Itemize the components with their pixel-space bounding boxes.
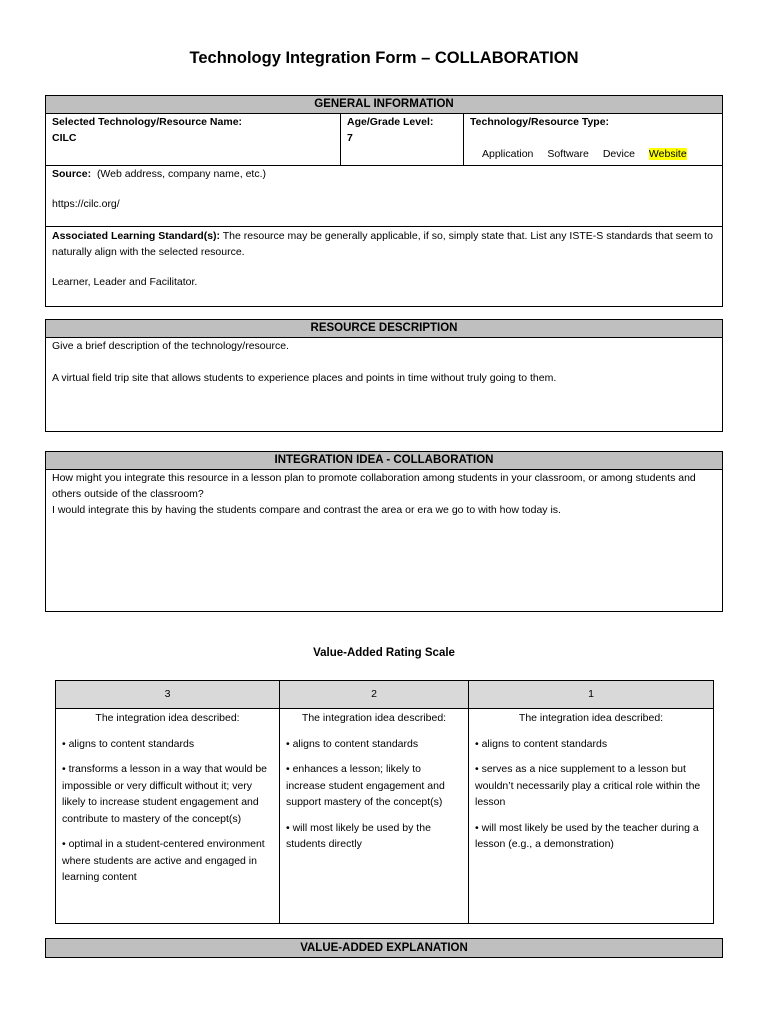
age-grade-value: 7 (347, 132, 353, 144)
score-3-header: 3 (56, 681, 280, 709)
type-option-device[interactable]: Device (602, 148, 635, 160)
resource-description-prompt: Give a brief description of the technology/resource. (52, 340, 289, 352)
score-3-bullet: • optimal in a student-centered environment where students are active and engaged in learning content (62, 838, 265, 883)
integration-idea-header: INTEGRATION IDEA - COLLABORATION (46, 452, 722, 470)
form-title: Technology Integration Form – COLLABORATION (189, 49, 579, 67)
type-option-application[interactable]: Application (482, 148, 534, 160)
score-2-description (280, 709, 469, 924)
score-3-bullet: • aligns to content standards (62, 737, 195, 750)
score-1-description (469, 709, 714, 924)
score-3-bullet: • transforms a lesson in a way that would be impossible or very difficult without it; very likely to increase student engagement and contribute to mastery of the concept(s) (62, 763, 268, 825)
standards-prompt: The resource may be generally applicable, if so, simply state that. List any ISTE-S standards that seem to naturally align with the selected resource. (52, 230, 713, 258)
score-2-bullet: • aligns to content standards (286, 737, 419, 750)
resource-description-body (46, 338, 722, 386)
value-added-explanation-header: VALUE-ADDED EXPLANATION (46, 939, 722, 957)
rating-scale-table (55, 680, 714, 924)
resource-description-section (45, 319, 723, 432)
source-cell (46, 165, 722, 225)
rating-scale-header-row (56, 681, 714, 709)
integration-idea-body (46, 470, 722, 518)
score-1-intro: The integration idea described: (518, 712, 664, 724)
standards-cell (46, 226, 722, 306)
technology-name-label: Selected Technology/Resource Name: (52, 116, 243, 128)
resource-type-options (470, 146, 716, 162)
source-hint: (Web address, company name, etc.) (96, 168, 266, 180)
score-3-intro: The integration idea described: (95, 712, 240, 724)
age-grade-label: Age/Grade Level: (347, 116, 434, 128)
age-grade-cell (341, 114, 464, 166)
resource-type-label: Technology/Resource Type: (470, 116, 610, 128)
integration-idea-value: I would integrate this by having the students compare and contrast the area or era we go to with how today is. (52, 504, 561, 516)
resource-type-cell (464, 114, 722, 166)
type-option-software[interactable]: Software (547, 148, 589, 160)
score-2-header: 2 (280, 681, 469, 709)
resource-description-value: A virtual field trip site that allows students to experience places and points in time without truly going to them. (52, 372, 557, 384)
score-3-description (56, 709, 280, 924)
general-information-header: GENERAL INFORMATION (46, 96, 722, 114)
integration-idea-prompt: How might you integrate this resource in a lesson plan to promote collaboration among students in your classroom, or among students and others outside of the classroom? (52, 472, 696, 500)
rating-scale-body-row (56, 709, 714, 924)
technology-name-cell (46, 114, 341, 166)
score-1-bullet: • will most likely be used by the teacher during a lesson (e.g., a demonstration) (475, 821, 699, 850)
score-1-bullet: • aligns to content standards (475, 737, 608, 750)
score-2-bullet: • enhances a lesson; likely to increase student engagement and support mastery of the concept(s) (286, 763, 445, 808)
type-option-website[interactable]: Website (648, 148, 687, 160)
rating-scale-title: Value-Added Rating Scale (313, 647, 455, 659)
standards-value: Learner, Leader and Facilitator. (52, 276, 198, 288)
general-information-section (45, 95, 723, 307)
value-added-explanation-section (45, 938, 723, 958)
technology-name-value: CILC (52, 132, 77, 144)
score-1-bullet: • serves as a nice supplement to a lesson but wouldn’t necessarily play a critical role within the lesson (475, 763, 701, 808)
score-2-bullet: • will most likely be used by the students directly (286, 821, 431, 850)
resource-description-header: RESOURCE DESCRIPTION (46, 320, 722, 338)
source-label: Source: (52, 168, 92, 180)
source-value: https://cilc.org/ (52, 198, 120, 210)
score-1-header: 1 (469, 681, 714, 709)
score-2-intro: The integration idea described: (301, 712, 447, 724)
integration-idea-section (45, 451, 723, 612)
standards-label: Associated Learning Standard(s): (52, 230, 221, 242)
